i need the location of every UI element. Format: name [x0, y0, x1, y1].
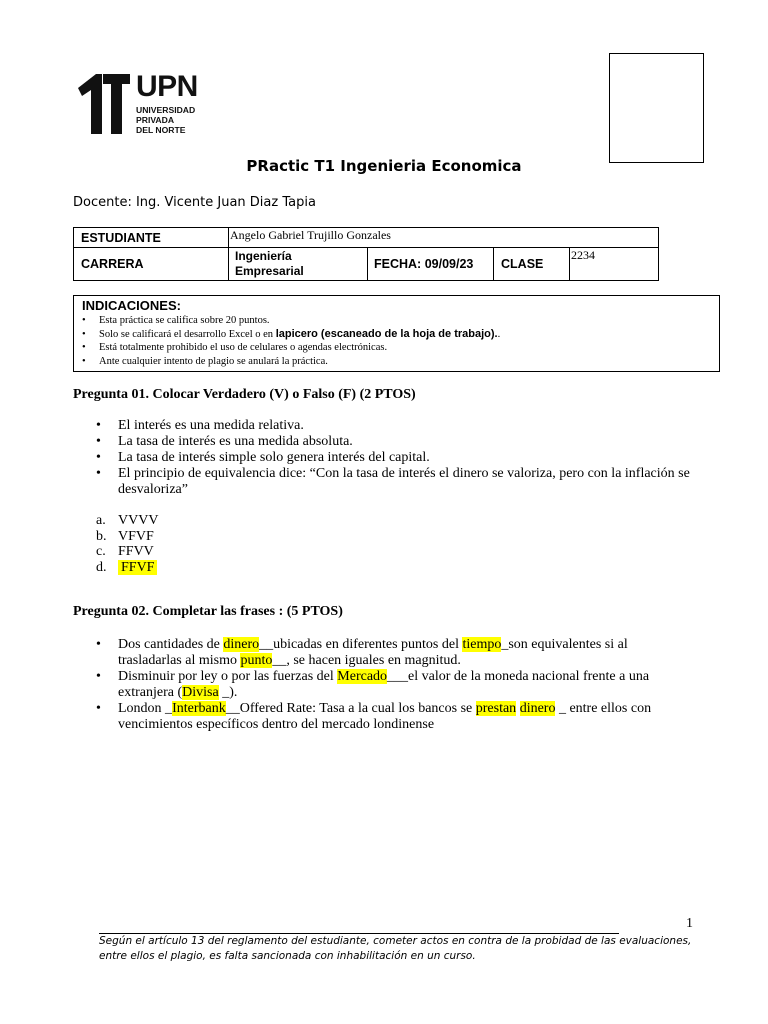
photo-box	[609, 53, 704, 163]
fecha-field: FECHA: 09/09/23	[374, 257, 474, 271]
list-item: • Está totalmente prohibido el uso de celulares o agendas electrónicas.	[82, 341, 500, 355]
list-item: • La tasa de interés es una medida absoluta.	[96, 434, 353, 449]
list-item: • El interés es una medida relativa.	[96, 418, 304, 433]
estudiante-label: ESTUDIANTE	[81, 231, 161, 245]
answer-blank: Mercado	[337, 669, 388, 684]
logo-line-1: UNIVERSIDAD	[136, 105, 196, 115]
question-1-options	[96, 513, 158, 575]
clase-value: 2234	[571, 248, 595, 262]
answer-blank: dinero	[519, 701, 556, 716]
answer-blank: prestan	[475, 701, 517, 716]
indicaciones-box	[73, 295, 720, 372]
answer-blank: Divisa	[182, 685, 219, 700]
answer-blank: tiempo	[462, 637, 502, 652]
indicaciones-title: INDICACIONES:	[82, 298, 181, 313]
answer-blank: punto	[240, 653, 273, 668]
carrera-value: Ingeniería Empresarial	[235, 249, 304, 278]
list-item: • Dos cantidades de dinero__ubicadas en diferentes puntos del tiempo_son equivalentes si al trasladarlas al mismo punto__, se hacen iguales en magnitud.	[96, 637, 628, 668]
question-2-title: Pregunta 02. Completar las frases : (5 PTOS)	[73, 604, 343, 619]
logo-line-3: DEL NORTE	[136, 125, 186, 135]
list-item: • Disminuir por ley o por las fuerzas del Mercado___el valor de la moneda nacional frente a una extranjera (Divisa _).	[96, 669, 650, 700]
student-info-table	[73, 227, 659, 281]
logo-line-2: PRIVADA	[136, 115, 175, 125]
upn-logo-mark-icon	[76, 70, 132, 136]
answer-blank: dinero	[223, 637, 260, 652]
indicaciones-list	[82, 314, 500, 368]
question-2-statements	[96, 637, 676, 733]
clase-label: CLASE	[501, 257, 544, 271]
footer-note: Según el artículo 13 del reglamento del estudiante, cometer actos en contra de la probidad de las evaluaciones, entre ellos el plagio, es falta sancionada con inhabilitación en un curso.	[99, 935, 692, 962]
list-item: • La tasa de interés simple solo genera interés del capital.	[96, 450, 430, 465]
logo-brand: UPN	[136, 70, 198, 103]
list-item: • London _Interbank__Offered Rate: Tasa a la cual los bancos se prestan dinero _ entre ellos con vencimientos específicos dentro del mercado londinense	[96, 701, 652, 732]
list-item: • Ante cualquier intento de plagio se anulará la práctica.	[82, 355, 500, 369]
list-item: • Solo se calificará el desarrollo Excel o en lapicero (escaneado de la hoja de trabajo)..	[82, 328, 500, 342]
page-number: 1	[686, 916, 693, 931]
docente-line: Docente: Ing. Vicente Juan Diaz Tapia	[73, 195, 316, 210]
question-1-statements	[96, 418, 696, 498]
option-d-selected: d. FFVF	[96, 560, 158, 576]
list-item: • Esta práctica se califica sobre 20 puntos.	[82, 314, 500, 328]
carrera-label: CARRERA	[81, 257, 144, 271]
document-title: PRactic T1 Ingenieria Economica	[246, 157, 522, 175]
upn-logo	[76, 70, 196, 136]
estudiante-value: Angelo Gabriel Trujillo Gonzales	[230, 228, 391, 242]
option-a: a. VVVV	[96, 513, 159, 528]
answer-blank: Interbank	[172, 701, 226, 716]
question-1-title: Pregunta 01. Colocar Verdadero (V) o Falso (F) (2 PTOS)	[73, 387, 416, 402]
list-item: • El principio de equivalencia dice: “Con la tasa de interés el dinero se valoriza, pero con la inflación se desvaloriza”	[96, 466, 690, 497]
option-c: c. FFVV	[96, 544, 154, 559]
option-b: b. VFVF	[96, 528, 154, 544]
